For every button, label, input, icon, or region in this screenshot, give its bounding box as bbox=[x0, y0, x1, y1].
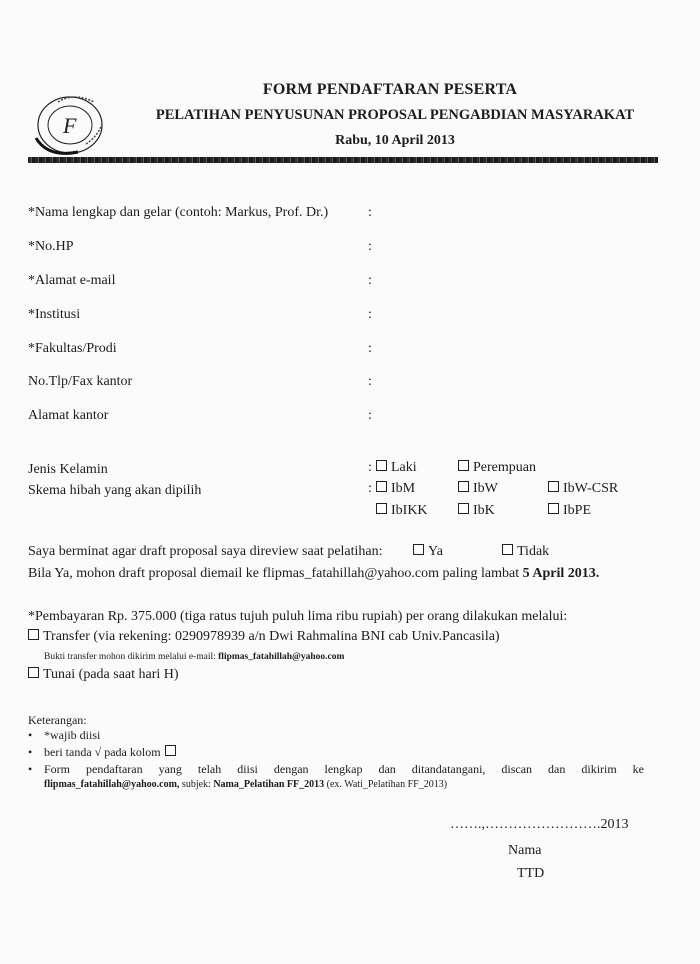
note-checkmark: beri tanda √ pada kolom bbox=[44, 745, 180, 760]
signature-ttd: TTD bbox=[517, 866, 545, 881]
checkbox-icon bbox=[376, 481, 387, 492]
field-input-phone[interactable]: : bbox=[368, 239, 372, 254]
checkbox-icon bbox=[548, 481, 559, 492]
field-input-office-address[interactable]: : bbox=[368, 408, 372, 423]
scheme-option-ibpe[interactable]: IbPE bbox=[548, 503, 591, 519]
review-deadline: 5 April 2013. bbox=[522, 566, 600, 581]
checkbox-icon bbox=[502, 544, 513, 555]
event-date: Rabu, 10 April 2013 bbox=[335, 133, 455, 148]
field-input-faculty[interactable]: : bbox=[368, 341, 372, 356]
checkbox-icon bbox=[413, 544, 424, 555]
review-instruction: Bila Ya, mohon draft proposal diemail ke flipmas_fatahillah@yahoo.com paling lambat 5 April 2013. bbox=[28, 566, 600, 581]
field-input-name[interactable]: : bbox=[368, 205, 372, 220]
note-submission: Form pendaftaran yang telah diisi dengan lengkap dan ditandatangani, discan dan dikirim ke bbox=[44, 762, 644, 776]
note-required: *wajib diisi bbox=[44, 728, 101, 742]
field-label-office-address: Alamat kantor bbox=[28, 408, 109, 423]
checkbox-icon bbox=[458, 503, 469, 514]
review-option-yes[interactable]: Ya bbox=[413, 544, 443, 560]
field-label-faculty: *Fakultas/Prodi bbox=[28, 341, 117, 356]
scheme-label: Skema hibah yang akan dipilih bbox=[28, 483, 202, 498]
field-label-office-phone: No.Tlp/Fax kantor bbox=[28, 374, 133, 389]
checkbox-icon bbox=[28, 667, 39, 678]
scheme-option-ibw-csr[interactable]: IbW-CSR bbox=[548, 481, 618, 497]
scheme-sep: : bbox=[368, 481, 372, 496]
scheme-option-ibw[interactable]: IbW bbox=[458, 481, 498, 497]
checkbox-icon bbox=[376, 503, 387, 514]
gender-option-male[interactable]: Laki bbox=[376, 460, 417, 476]
checkbox-icon bbox=[458, 460, 469, 471]
checkbox-icon bbox=[165, 745, 176, 756]
form-subtitle: PELATIHAN PENYUSUNAN PROPOSAL PENGABDIAN MASYARAKAT bbox=[155, 107, 635, 123]
field-label-institution: *Institusi bbox=[28, 307, 81, 322]
note-submission-detail: flipmas_fatahillah@yahoo.com, subjek: Nama_Pelatihan FF_2013 (ex. Wati_Pelatihan FF_2013) bbox=[44, 779, 448, 790]
checkbox-icon bbox=[458, 481, 469, 492]
gender-sep: : bbox=[368, 460, 372, 475]
review-question: Saya berminat agar draft proposal saya direview saat pelatihan: bbox=[28, 544, 383, 559]
field-label-phone: *No.HP bbox=[28, 239, 74, 254]
checkbox-icon bbox=[28, 629, 39, 640]
bullet-icon: • bbox=[28, 762, 33, 776]
form-title: FORM PENDAFTARAN PESERTA bbox=[262, 81, 518, 98]
scheme-option-ibikk[interactable]: IbIKK bbox=[376, 503, 428, 519]
logo-mark: F bbox=[63, 113, 77, 138]
review-option-no[interactable]: Tidak bbox=[502, 544, 549, 560]
header-divider bbox=[28, 157, 658, 163]
payment-intro: *Pembayaran Rp. 375.000 (tiga ratus tujuh puluh lima ribu rupiah) per orang dilakukan melalui: bbox=[28, 609, 568, 624]
checkbox-icon bbox=[548, 503, 559, 514]
field-label-name: *Nama lengkap dan gelar (contoh: Markus, Prof. Dr.) bbox=[28, 205, 329, 220]
gender-option-female[interactable]: Perempuan bbox=[458, 460, 536, 476]
organization-logo bbox=[28, 86, 112, 164]
signature-date-line: …….,…………………….2013 bbox=[450, 817, 629, 832]
field-label-email: *Alamat e-mail bbox=[28, 273, 116, 288]
field-input-institution[interactable]: : bbox=[368, 307, 372, 322]
payment-option-cash[interactable]: Tunai (pada saat hari H) bbox=[28, 667, 179, 683]
notes-heading: Keterangan: bbox=[28, 713, 87, 727]
gender-label: Jenis Kelamin bbox=[28, 462, 108, 477]
bullet-icon: • bbox=[28, 728, 33, 742]
payment-proof-email: flipmas_fatahillah@yahoo.com bbox=[218, 652, 345, 662]
signature-name: Nama bbox=[508, 843, 542, 858]
bullet-icon: • bbox=[28, 745, 33, 759]
scheme-option-ibk[interactable]: IbK bbox=[458, 503, 495, 519]
scheme-option-ibm[interactable]: IbM bbox=[376, 481, 415, 497]
field-input-office-phone[interactable]: : bbox=[368, 374, 372, 389]
checkbox-icon bbox=[376, 460, 387, 471]
payment-proof-note: Bukti transfer mohon dikirim melalui e-mail: flipmas_fatahillah@yahoo.com bbox=[44, 652, 345, 662]
payment-option-transfer[interactable]: Transfer (via rekening: 0290978939 a/n Dwi Rahmalina BNI cab Univ.Pancasila) bbox=[28, 629, 500, 645]
field-input-email[interactable]: : bbox=[368, 273, 372, 288]
